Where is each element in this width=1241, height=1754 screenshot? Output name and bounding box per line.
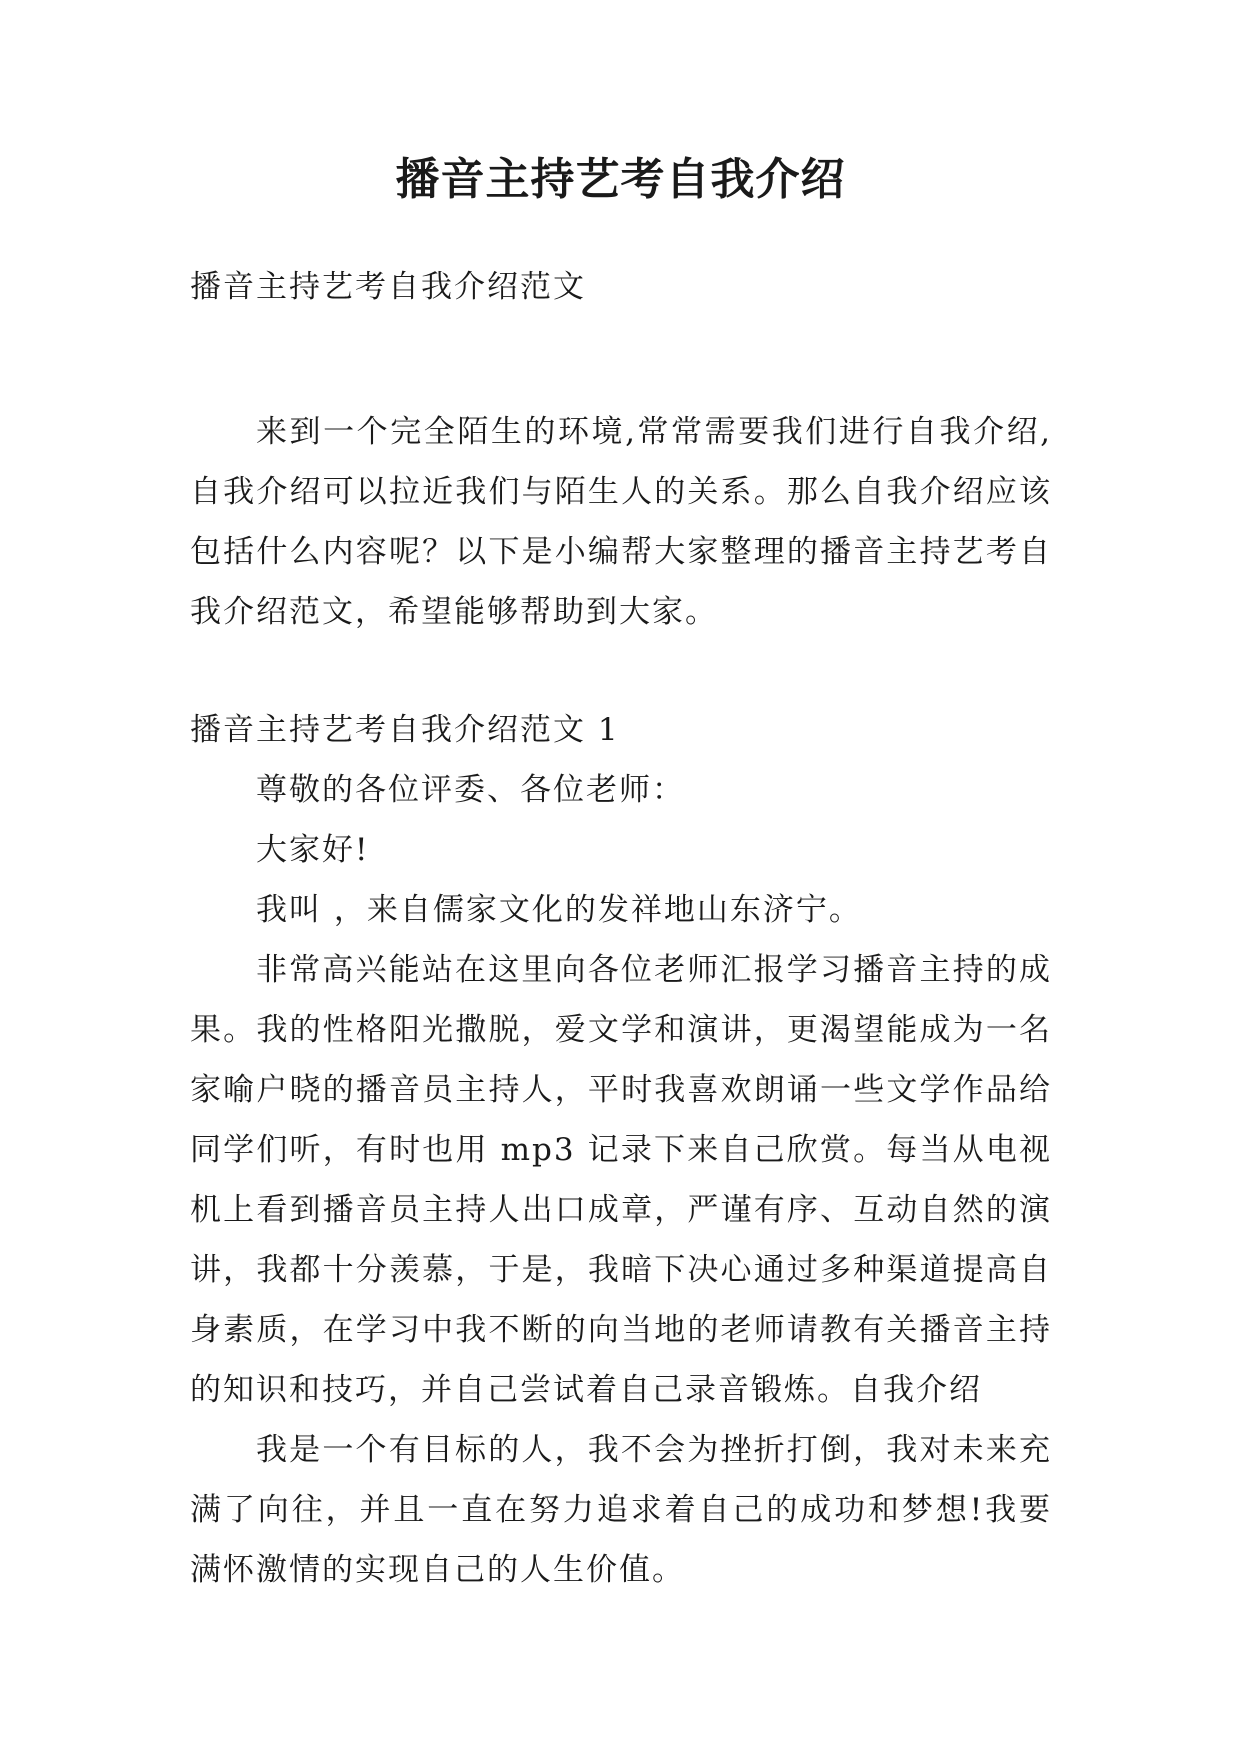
body-paragraph-2: 我是一个有目标的人，我不会为挫折打倒，我对未来充满了向往，并且一直在努力追求着自己的成功和梦想!我要满怀激情的实现自己的人生价值。 [190,1432,1052,1588]
section-1 [190,700,1052,1600]
intro-paragraph: 来到一个完全陌生的环境,常常需要我们进行自我介绍,自我介绍可以拉近我们与陌生人的关系。那么自我介绍应该包括什么内容呢？以下是小编帮大家整理的播音主持艺考自我介绍范文，希望能够帮助到大家。 [190,414,1052,630]
greeting-line: 尊敬的各位评委、各位老师： [256,772,685,808]
document-subtitle: 播音主持艺考自我介绍范文 [190,269,586,305]
section-heading: 播音主持艺考自我介绍范文 1 [190,712,620,748]
body-paragraph-1: 非常高兴能站在这里向各位老师汇报学习播音主持的成果。我的性格阳光撒脱，爱文学和演讲，更渴望能成为一名家喻户晓的播音员主持人，平时我喜欢朗诵一些文学作品给同学们听，有时也用 mp3 记录下来自己欣赏。每当从电视机上看到播音员主持人出口成章，严谨有序、互动自然的演讲，我都十分羡慕，于是，我暗下决心通过多种渠道提高自身素质，在学习中我不断的向当地的老师请教有关播音主持的知识和技巧，并自己尝试着自己录音锻炼。自我介绍 [190,952,1052,1408]
document-title: 播音主持艺考自我介绍 [395,154,846,205]
name-line: 我叫 ，来自儒家文化的发祥地山东济宁。 [256,892,862,928]
hello-line: 大家好! [256,832,370,868]
